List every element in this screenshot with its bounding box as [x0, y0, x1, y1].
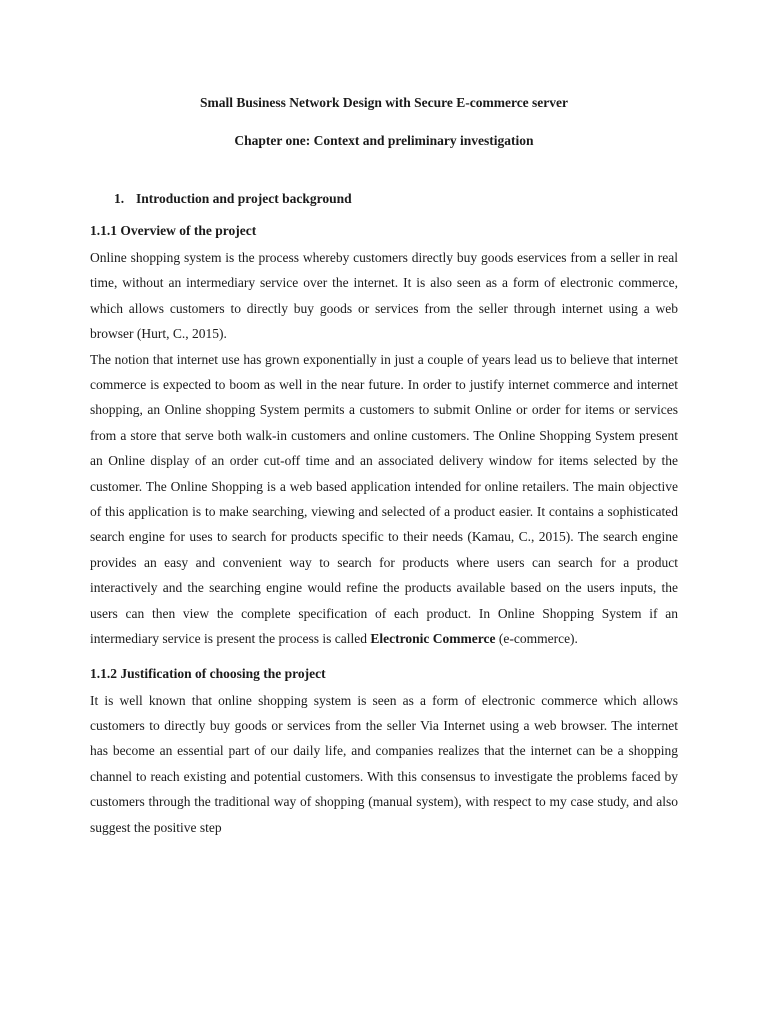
document-page — [90, 84, 678, 840]
section-title: Introduction and project background — [136, 191, 352, 206]
section-heading — [90, 189, 678, 209]
chapter-title: Chapter one: Context and preliminary investigation — [234, 133, 534, 148]
paragraph-justification-1: It is well known that online shopping system is seen as a form of electronic commerce which allows customers to directly buy goods or services from the seller Via Internet using a web browser. The internet has become an essential part of our daily life, and companies realizes that the internet can be a shopping channel to reach existing and potential customers. With this consensus to investigate the problems faced by customers through the traditional way of shopping (manual system), with respect to my case study, and also suggest the positive step — [90, 692, 678, 835]
paragraph-overview-1: Online shopping system is the process whereby customers directly buy goods eservices from a seller in real time, without an intermediary service over the internet. It is also seen as a form of electronic commerce, which allows customers to directly buy goods or services from the seller through internet using a web browser (Hurt, C., 2015). — [90, 250, 678, 342]
bold-term-electronic-commerce: Electronic Commerce — [370, 631, 496, 647]
document-title: Small Business Network Design with Secure E-commerce server — [199, 95, 569, 110]
paragraph-overview-2-text: The notion that internet use has grown exponentially in just a couple of years lead us to believe that internet commerce is expected to boom as well in the near future. In order to justify internet commerce and internet shopping, an Online shopping System permits a customers to submit Online or order for items or services from a store that serve both walk-in customers and online customers. The Online Shopping System present an Online display of an order cut-off time and an associated delivery window for items selected by the customer. The Online Shopping is a web based application intended for online retailers. The main objective of this application is to make searching, viewing and selected of a product easier. It contains a sophisticated search engine for uses to search for products specific to their needs (Kamau, C., 2015). The search engine provides an easy and convenient way to search for products where users can search for a product interactively and the searching engine would refine the products available based on the users inputs, the users can then view the complete specification of each product. In Online Shopping System if an intermediary service is present the process is called — [90, 351, 678, 647]
subsection-heading-justification: 1.1.2 Justification of choosing the project — [90, 665, 326, 681]
paragraph-overview-2-end: (e-commerce). — [495, 631, 578, 647]
subsection-heading-overview: 1.1.1 Overview of the project — [90, 223, 257, 238]
section-number: 1. — [114, 191, 125, 206]
paragraph-overview-2 — [90, 347, 678, 652]
